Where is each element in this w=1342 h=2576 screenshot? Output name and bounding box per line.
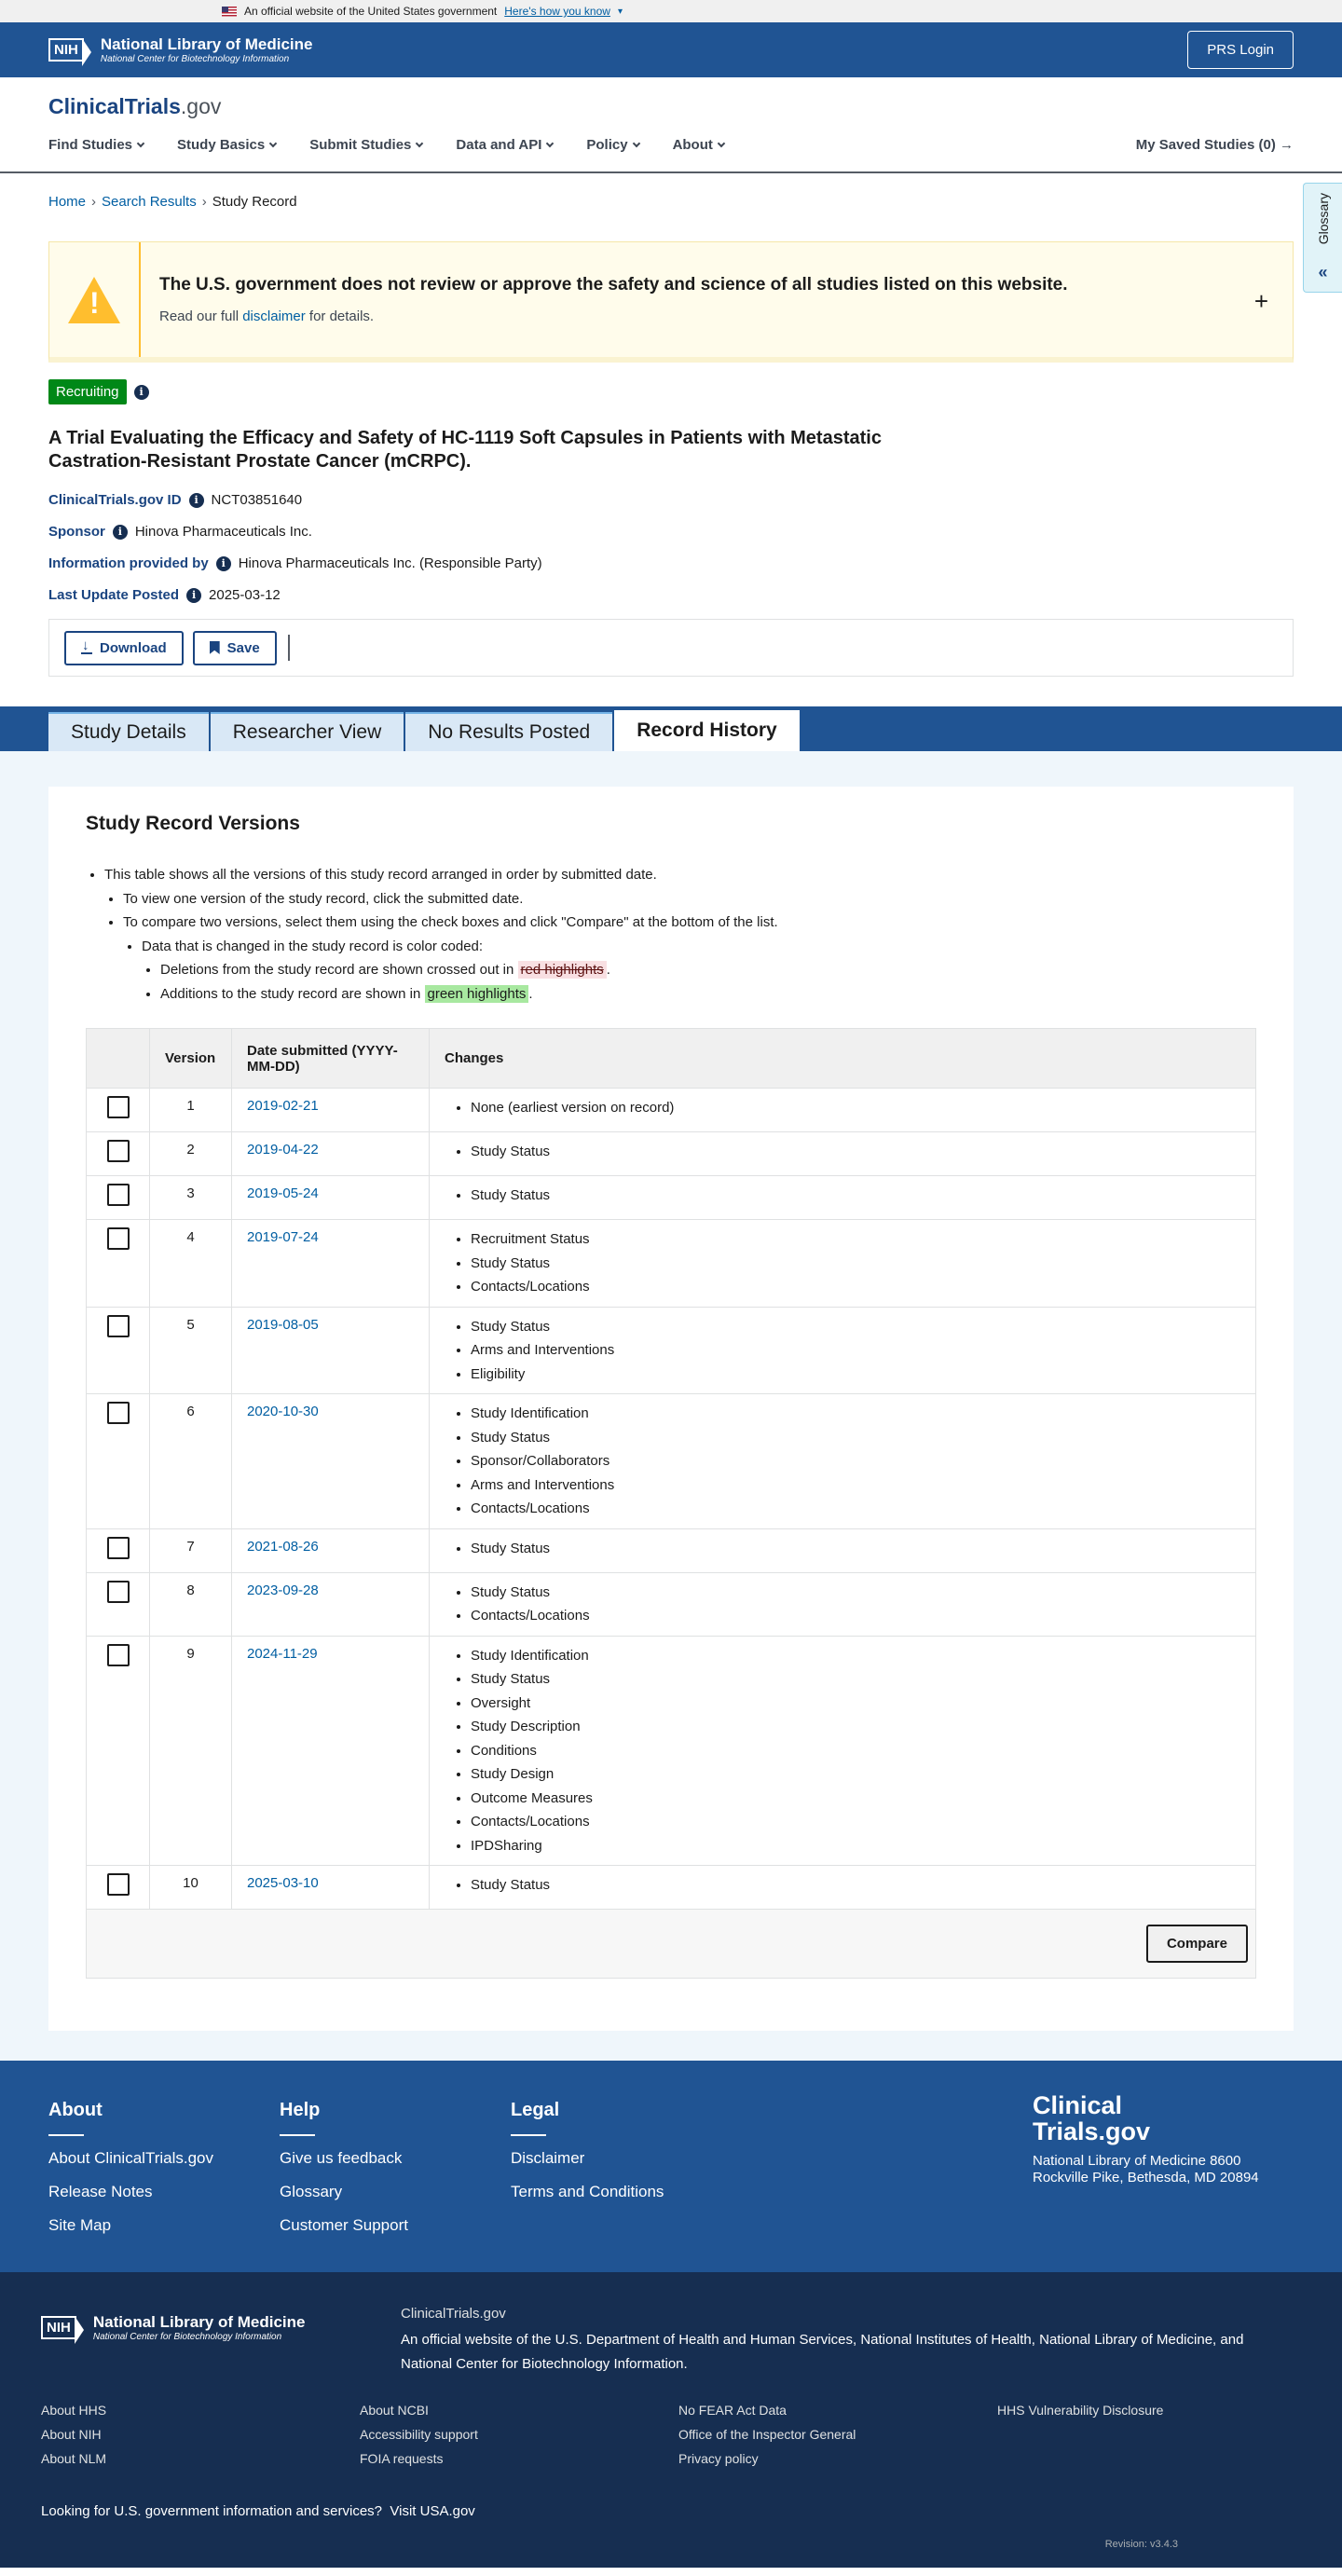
note-text: Data that is changed in the study record is color coded: — [142, 938, 484, 954]
official-and: , and — [1212, 2332, 1244, 2348]
action-divider — [288, 635, 290, 661]
change-item: • Study Status — [471, 1581, 1240, 1605]
nlm-logo-text — [101, 35, 313, 64]
select-cell — [87, 1220, 150, 1308]
changes-list — [445, 1537, 1240, 1561]
table-row — [87, 1866, 1256, 1910]
disclaimer-link[interactable]: disclaimer — [242, 308, 306, 324]
breadcrumb-separator: › — [91, 194, 97, 210]
link-nlm[interactable]: National Library of Medicine — [1039, 2332, 1213, 2348]
changes-list — [445, 1140, 1240, 1164]
change-item: • IPDSharing — [471, 1834, 1240, 1858]
change-item: • Contacts/Locations — [471, 1275, 1240, 1299]
date-cell — [232, 1528, 430, 1572]
revision-label: Revision: v3.4.3 — [1104, 2539, 1178, 2550]
changes-list — [445, 1402, 1240, 1521]
version-date-link[interactable]: 2019-04-22 — [247, 1142, 319, 1158]
note-item: • Deletions from the study record are shown crossed out in red highlights . — [160, 958, 1256, 982]
chevron-double-left-icon: « — [1318, 263, 1328, 281]
table-row — [87, 1394, 1256, 1529]
version-checkbox[interactable] — [107, 1096, 130, 1118]
date-cell — [232, 1132, 430, 1176]
footer-top — [0, 2061, 1342, 2272]
select-cell — [87, 1394, 150, 1529]
select-cell — [87, 1089, 150, 1132]
version-number: 1 — [150, 1089, 232, 1132]
change-item: • Study Status — [471, 1537, 1240, 1561]
date-cell — [232, 1089, 430, 1132]
header-date: Date submitted (YYYY-MM-DD) — [232, 1029, 430, 1089]
version-checkbox[interactable] — [107, 1581, 130, 1603]
date-cell — [232, 1307, 430, 1394]
meta-sponsor — [48, 524, 1294, 540]
download-button[interactable] — [64, 631, 184, 665]
bookmark-icon — [210, 641, 220, 654]
content-area — [0, 751, 1342, 2061]
chevron-down-icon — [416, 139, 423, 146]
nav-label: Find Studies — [48, 137, 132, 153]
nav-about[interactable] — [673, 137, 724, 153]
disclaimer-body — [159, 275, 1068, 324]
footer-nlm-logo[interactable] — [41, 2313, 306, 2342]
tab-no-results-posted[interactable]: No Results Posted — [405, 712, 612, 751]
version-number: 8 — [150, 1572, 232, 1636]
changes-cell — [430, 1220, 1256, 1308]
study-title: A Trial Evaluating the Efficacy and Safety of HC-1119 Soft Capsules in Patients with Metastatic Castration-Resistant Prostate Cancer (mCRPC). — [48, 428, 882, 472]
change-item: • Contacts/Locations — [471, 1604, 1240, 1628]
info-icon[interactable]: i — [189, 493, 204, 508]
note-text: To view one version of the study record, click the submitted date. — [123, 890, 524, 907]
footer-link-release-notes[interactable]: Release Notes — [48, 2183, 153, 2200]
download-label: Download — [100, 639, 167, 656]
select-cell — [87, 1636, 150, 1866]
version-number: 7 — [150, 1528, 232, 1572]
version-date-link[interactable]: 2019-02-21 — [247, 1098, 319, 1114]
info-icon[interactable]: i — [134, 385, 149, 400]
save-button[interactable] — [193, 631, 277, 665]
nlm-logo[interactable] — [48, 35, 313, 64]
version-date-link[interactable]: 2020-10-30 — [247, 1404, 319, 1419]
change-item: • Conditions — [471, 1739, 1240, 1763]
change-item: • Study Status — [471, 1426, 1240, 1450]
changes-cell — [430, 1528, 1256, 1572]
main-nav — [48, 137, 724, 153]
version-checkbox[interactable] — [107, 1644, 130, 1666]
note-text: To compare two versions, select them using the check boxes and click "Compare" at the bottom of the list. — [123, 914, 778, 930]
footer-divider — [48, 2134, 84, 2136]
glossary-label: Glossary — [1315, 193, 1331, 245]
table-header-row — [87, 1029, 1256, 1089]
change-item: • Contacts/Locations — [471, 1810, 1240, 1834]
nav-label: Policy — [586, 137, 628, 153]
change-item: • Study Status — [471, 1184, 1240, 1208]
site-header — [0, 77, 1342, 173]
action-bar — [48, 619, 1294, 677]
meta-id — [48, 492, 1294, 508]
nav-label: About — [672, 137, 713, 153]
version-checkbox[interactable] — [107, 1873, 130, 1896]
version-checkbox[interactable] — [107, 1402, 130, 1424]
heres-how-you-know-link[interactable]: Here's how you know — [504, 5, 610, 18]
change-item: • Contacts/Locations — [471, 1497, 1240, 1521]
change-item: • Oversight — [471, 1692, 1240, 1716]
footer-logo-l1: Clinical — [1033, 2091, 1123, 2119]
note-item — [142, 935, 1256, 1007]
tab-researcher-view[interactable]: Researcher View — [211, 712, 404, 751]
compare-cell — [87, 1910, 1256, 1979]
change-item: • Study Identification — [471, 1644, 1240, 1668]
version-checkbox[interactable] — [107, 1315, 130, 1337]
meta-last-update — [48, 587, 1294, 603]
note-text: Additions to the study record are shown in — [160, 985, 425, 1002]
version-checkbox[interactable] — [107, 1537, 130, 1559]
nav-data-and-api[interactable] — [456, 137, 553, 153]
nav-label: Submit Studies — [309, 137, 412, 153]
footer-divider — [511, 2134, 546, 2136]
table-row — [87, 1132, 1256, 1176]
info-icon[interactable]: i — [186, 588, 201, 603]
versions-heading: Study Record Versions — [86, 813, 300, 834]
link-nih[interactable]: National Institutes of Health — [860, 2332, 1032, 2348]
meta-sponsor-value: Hinova Pharmaceuticals Inc. — [134, 524, 312, 540]
warning-icon-wrap — [49, 242, 141, 357]
chevron-down-icon — [718, 139, 725, 146]
note-text: Deletions from the study record are shown crossed out in — [160, 962, 518, 978]
footer-help-title: Help — [280, 2100, 321, 2120]
clinicaltrials-logo[interactable] — [48, 94, 221, 119]
changes-cell — [430, 1089, 1256, 1132]
status-row — [0, 363, 1342, 404]
footer-link-accessibility[interactable]: Accessibility support — [360, 2427, 478, 2442]
breadcrumb — [0, 173, 1342, 210]
meta-provided-by — [48, 555, 1294, 571]
footer-official-text: An official website of the U.S. Department of Health and Human Services, National Institutes of Health, National Library of Medicine, and National Center for Biotechnology Information. — [401, 2332, 1244, 2372]
study-meta — [0, 473, 1342, 603]
versions-table-body — [87, 1089, 1256, 1910]
nlm-title: National Library of Medicine — [100, 35, 313, 53]
date-cell — [232, 1636, 430, 1866]
disclaimer-title: The U.S. government does not review or approve the safety and science of all studies listed on this website. — [159, 275, 1068, 295]
note-item — [123, 887, 1256, 911]
change-item: • Study Identification — [471, 1402, 1240, 1426]
select-cell — [87, 1307, 150, 1394]
meta-provided-label: Information provided by — [48, 555, 209, 571]
changes-cell — [430, 1572, 1256, 1636]
select-cell — [87, 1866, 150, 1910]
footer-legal-title: Legal — [511, 2100, 560, 2120]
meta-sponsor-label: Sponsor — [48, 524, 105, 540]
version-number: 4 — [150, 1220, 232, 1308]
change-item: • Study Status — [471, 1252, 1240, 1276]
changes-list — [445, 1184, 1240, 1208]
footer-link-inspector-general[interactable]: Office of the Inspector General — [678, 2427, 856, 2442]
footer-usa — [41, 2503, 475, 2519]
footer-bottom — [0, 2272, 1342, 2568]
table-row — [87, 1636, 1256, 1866]
date-cell — [232, 1394, 430, 1529]
footer-link-glossary[interactable]: Glossary — [280, 2183, 343, 2200]
usa-gov-link[interactable]: Visit USA.gov — [390, 2503, 475, 2519]
logo-suffix: .gov — [180, 94, 222, 118]
versions-notes — [86, 863, 1256, 1006]
link-hhs[interactable]: U.S. Department of Health and Human Services — [555, 2332, 853, 2348]
note-item: • Additions to the study record are shown in green highlights . — [160, 982, 1256, 1007]
version-number: 5 — [150, 1307, 232, 1394]
version-date-link[interactable]: 2024-11-29 — [247, 1645, 318, 1662]
changes-cell — [430, 1394, 1256, 1529]
date-cell — [232, 1220, 430, 1308]
recruiting-status-badge: Recruiting — [48, 379, 127, 404]
logo-main: ClinicalTrials — [48, 94, 181, 118]
nlm-header — [0, 22, 1342, 77]
nlm-logo-text — [93, 2313, 306, 2342]
meta-id-label: ClinicalTrials.gov ID — [48, 492, 182, 508]
info-icon[interactable]: i — [113, 525, 128, 540]
change-item: • Study Status — [471, 1873, 1240, 1898]
changes-list — [445, 1227, 1240, 1299]
select-cell — [87, 1528, 150, 1572]
footer-link-terms[interactable]: Terms and Conditions — [511, 2183, 664, 2200]
prs-login-button[interactable]: PRS Login — [1187, 31, 1294, 69]
official-pre: An official website of the — [401, 2332, 555, 2348]
change-item: • Study Status — [471, 1140, 1240, 1164]
chevron-down-icon: ▾ — [617, 6, 623, 17]
changes-list — [445, 1644, 1240, 1858]
table-row — [87, 1307, 1256, 1394]
footer-link-site-map[interactable]: Site Map — [48, 2216, 112, 2234]
green-highlight-sample: green highlights — [425, 985, 529, 1003]
version-date-link[interactable]: 2019-07-24 — [247, 1229, 319, 1245]
change-item: • Arms and Interventions — [471, 1473, 1240, 1498]
glossary-tab[interactable] — [1303, 183, 1342, 293]
expand-plus-icon[interactable]: + — [1253, 287, 1268, 315]
download-icon — [81, 641, 92, 654]
link-ncbi[interactable]: National Center for Biotechnology Information — [401, 2355, 684, 2372]
change-item: • None (earliest version on record) — [471, 1096, 1240, 1120]
version-checkbox[interactable] — [107, 1227, 130, 1250]
footer-link-foia[interactable]: FOIA requests — [360, 2451, 444, 2466]
footer-address: National Library of Medicine 8600 Rockville Pike, Bethesda, MD 20894 — [1033, 2152, 1259, 2186]
nav-submit-studies[interactable] — [309, 137, 422, 153]
warning-icon: ! — [68, 277, 120, 323]
table-row — [87, 1176, 1256, 1220]
footer-link-about-nih[interactable]: About NIH — [41, 2427, 102, 2442]
version-date-link[interactable]: 2019-05-24 — [247, 1185, 319, 1201]
breadcrumb-separator: › — [201, 194, 207, 210]
footer-link-no-fear[interactable]: No FEAR Act Data — [678, 2403, 787, 2418]
study-tabs — [0, 706, 1342, 751]
chevron-down-icon — [137, 139, 144, 146]
footer-site-name: ClinicalTrials.gov — [401, 2306, 506, 2322]
select-cell — [87, 1132, 150, 1176]
changes-list — [445, 1873, 1240, 1898]
nlm-subtitle: National Center for Biotechnology Information — [100, 54, 290, 64]
versions-table — [86, 1028, 1256, 1979]
footer-about-column — [48, 2100, 213, 2250]
chevron-down-icon — [632, 139, 639, 146]
disclaimer-alert — [48, 241, 1294, 363]
record-versions-card — [48, 787, 1294, 2031]
table-row — [87, 1220, 1256, 1308]
footer-logo[interactable] — [1033, 2092, 1275, 2187]
table-row — [87, 1572, 1256, 1636]
change-item: • Sponsor/Collaborators — [471, 1449, 1240, 1473]
footer-link-about-clinicaltrials[interactable]: About ClinicalTrials.gov — [48, 2149, 213, 2167]
changes-list — [445, 1581, 1240, 1628]
red-highlight-sample: red highlights — [518, 961, 607, 979]
header-version: Version — [150, 1029, 232, 1089]
change-item: • Eligibility — [471, 1363, 1240, 1387]
save-label: Save — [226, 639, 260, 656]
nlm-subtitle: National Center for Biotechnology Information — [92, 2332, 282, 2342]
version-date-link[interactable]: 2023-09-28 — [247, 1582, 319, 1598]
changes-list — [445, 1315, 1240, 1387]
header-changes: Changes — [430, 1029, 1256, 1089]
gov-banner — [0, 0, 1342, 22]
breadcrumb-current: Study Record — [212, 194, 297, 210]
footer-link-privacy[interactable]: Privacy policy — [678, 2451, 759, 2466]
gov-banner-text: An official website of the United States government — [244, 5, 498, 18]
version-number: 3 — [150, 1176, 232, 1220]
footer-bottom-links — [41, 2403, 1277, 2466]
footer-link-hhs-vuln[interactable]: HHS Vulnerability Disclosure — [997, 2403, 1164, 2418]
change-item: • Study Status — [471, 1315, 1240, 1339]
usa-text: Looking for U.S. government information and services? — [41, 2503, 383, 2519]
changes-list — [445, 1096, 1240, 1120]
chevron-down-icon — [269, 139, 277, 146]
footer-logo-l2: Trials.gov — [1033, 2117, 1151, 2146]
meta-id-value: NCT03851640 — [211, 492, 303, 508]
nih-logo-mark: NIH — [41, 2316, 76, 2339]
meta-updated-value: 2025-03-12 — [209, 587, 281, 603]
us-flag-icon — [222, 7, 237, 17]
nav-label: Study Basics — [177, 137, 266, 153]
note-item — [123, 911, 1256, 1006]
version-number: 2 — [150, 1132, 232, 1176]
date-cell — [232, 1176, 430, 1220]
date-cell — [232, 1572, 430, 1636]
nlm-title: National Library of Medicine — [92, 2313, 306, 2331]
change-item: • Study Design — [471, 1762, 1240, 1787]
note-item — [104, 863, 1256, 1006]
tab-study-details[interactable]: Study Details — [48, 712, 209, 751]
meta-updated-label: Last Update Posted — [48, 587, 180, 603]
changes-cell — [430, 1307, 1256, 1394]
footer-link-about-nlm[interactable]: About NLM — [41, 2451, 107, 2466]
disclaimer-text — [159, 308, 1068, 324]
footer-about-title: About — [48, 2100, 103, 2120]
meta-provided-value: Hinova Pharmaceuticals Inc. (Responsible Party) — [238, 555, 542, 571]
date-cell — [232, 1866, 430, 1910]
my-saved-studies-link[interactable]: My Saved Studies (0) → — [1135, 137, 1294, 153]
nav-policy[interactable] — [586, 137, 638, 153]
table-row — [87, 1089, 1256, 1132]
compare-row — [87, 1910, 1256, 1979]
version-checkbox[interactable] — [107, 1140, 130, 1162]
version-number: 10 — [150, 1866, 232, 1910]
select-cell — [87, 1572, 150, 1636]
version-number: 6 — [150, 1394, 232, 1529]
compare-button[interactable]: Compare — [1146, 1925, 1248, 1963]
change-item: • Study Status — [471, 1667, 1240, 1692]
breadcrumb-home[interactable]: Home — [48, 194, 87, 210]
changes-cell — [430, 1132, 1256, 1176]
change-item: • Outcome Measures — [471, 1787, 1240, 1811]
chevron-down-icon — [546, 139, 554, 146]
nav-label: Data and API — [456, 137, 542, 153]
footer-link-about-ncbi[interactable]: About NCBI — [360, 2403, 429, 2418]
version-date-link[interactable]: 2019-08-05 — [247, 1316, 319, 1333]
version-number: 9 — [150, 1636, 232, 1866]
change-item: • Study Description — [471, 1715, 1240, 1739]
table-row — [87, 1528, 1256, 1572]
disclaimer-pre: Read our full — [159, 308, 243, 324]
footer-legal-column — [511, 2100, 664, 2216]
changes-cell — [430, 1636, 1256, 1866]
change-item: • Recruitment Status — [471, 1227, 1240, 1252]
footer-link-support[interactable]: Customer Support — [280, 2216, 408, 2234]
change-item: • Arms and Interventions — [471, 1338, 1240, 1363]
footer-divider — [280, 2134, 315, 2136]
nav-study-basics[interactable] — [177, 137, 276, 153]
nih-logo-mark: NIH — [48, 38, 84, 62]
note-text: This table shows all the versions of this study record arranged in order by submitted date. — [104, 867, 657, 883]
changes-cell — [430, 1866, 1256, 1910]
footer-link-disclaimer[interactable]: Disclaimer — [511, 2149, 585, 2167]
select-cell — [87, 1176, 150, 1220]
version-checkbox[interactable] — [107, 1184, 130, 1206]
tab-record-history[interactable]: Record History — [614, 710, 800, 751]
breadcrumb-search-results[interactable]: Search Results — [102, 194, 197, 210]
footer-help-column — [280, 2100, 408, 2250]
changes-cell — [430, 1176, 1256, 1220]
disclaimer-post: for details. — [305, 308, 375, 324]
version-date-link[interactable]: 2021-08-26 — [247, 1538, 319, 1555]
nav-find-studies[interactable] — [48, 137, 144, 153]
footer-link-about-hhs[interactable]: About HHS — [41, 2403, 107, 2418]
info-icon[interactable]: i — [216, 556, 231, 571]
version-date-link[interactable]: 2025-03-10 — [247, 1875, 319, 1891]
header-select — [87, 1029, 150, 1089]
footer-link-feedback[interactable]: Give us feedback — [280, 2149, 403, 2167]
footer-link-empty — [997, 2427, 1277, 2442]
